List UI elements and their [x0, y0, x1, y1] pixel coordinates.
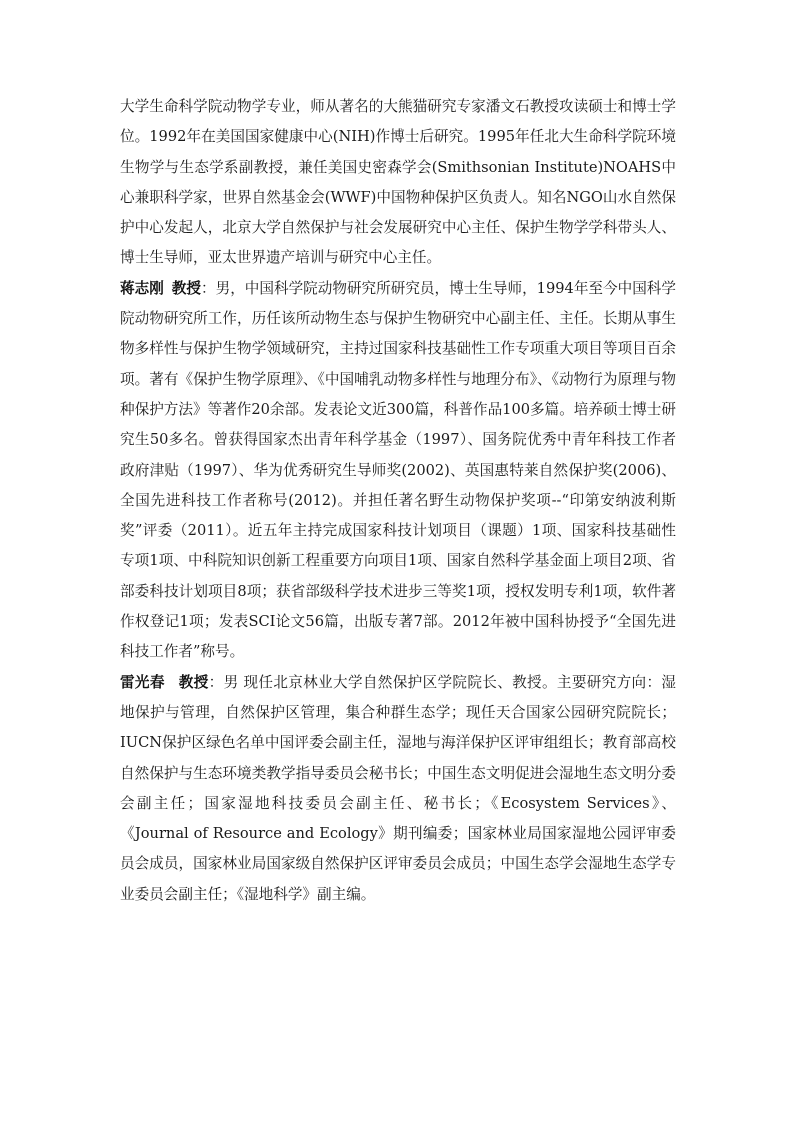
bio-paragraph-1: [120, 92, 676, 274]
bio-paragraph-lei-guangchun: [120, 668, 676, 910]
person-name: 雷光春: [120, 673, 165, 691]
bio-text: 大学生命科学院动物学专业，师从著名的大熊猫研究专家潘文石教授攻读硕士和博士学位。1992年在美国国家健康中心(NIH)作博士后研究。1995年任北大生命科学院环境生物学与生态学系副教授，兼任美国史密森学会(Smithsonian Institute)NOAHS中心兼职科学家，世界自然基金会(WWF)中国物种保护区负责人。知名NGO山水自然保护中心发起人，北京大学自然保护与社会发展研究中心主任、保护生物学学科带头人、博士生导师，亚太世界遗产培训与研究中心主任。: [120, 98, 676, 267]
bio-paragraph-jiang-zhigang: [120, 274, 676, 668]
bio-text: ：男 现任北京林业大学自然保护区学院院长、教授。主要研究方向：湿地保护与管理，自然保护区管理，集合种群生态学；现任天合国家公园研究院院长；IUCN保护区绿色名单中国评委会副主任，湿地与海洋保护区评审组组长；教育部高校自然保护与生态环境类教学指导委员会秘书长；中国生态文明促进会湿地生态文明分委会副主任；国家湿地科技委员会副主任、秘书长；《Ecosystem Services》、《Journal of Resource and Ecology》期刊编委；国家林业局国家湿地公园评审委员会成员，国家林业局国家级自然保护区评审委员会成员；中国生态学会湿地生态学专业委员会副主任；《湿地科学》副主编。: [120, 673, 676, 903]
person-title: 教授: [178, 673, 209, 691]
bio-text: ：男，中国科学院动物研究所研究员，博士生导师，1994年至今中国科学院动物研究所工作，历任该所动物生态与保护生物研究中心副主任、主任。长期从事生物多样性与保护生物学领域研究，主持过国家科技基础性工作专项重大项目等项目百余项。著有《保护生物学原理》、《中国哺乳动物多样性与地理分布》、《动物行为原理与物种保护方法》等著作20余部。发表论文近300篇，科普作品100多篇。培养硕士博士研究生50多名。曾获得国家杰出青年科学基金（1997）、国务院优秀中青年科技工作者政府津贴（1997）、华为优秀研究生导师奖(2002)、英国惠特莱自然保护奖(2006)、全国先进科技工作者称号(2012)。并担任著名野生动物保护奖项--“印第安纳波利斯奖”评委（2011）。近五年主持完成国家科技计划项目（课题）1项、国家科技基础性专项1项、中科院知识创新工程重要方向项目1项、国家自然科学基金面上项目2项、省部委科技计划项目8项；获省部级科学技术进步三等奖1项，授权发明专利1项，软件著作权登记1项；发表SCI论文56篇，出版专著7部。2012年被中国科协授予“全国先进科技工作者”称号。: [120, 279, 676, 661]
person-title: 教授: [171, 279, 201, 297]
person-name: 蒋志刚: [120, 279, 164, 297]
document-page: [120, 92, 676, 910]
